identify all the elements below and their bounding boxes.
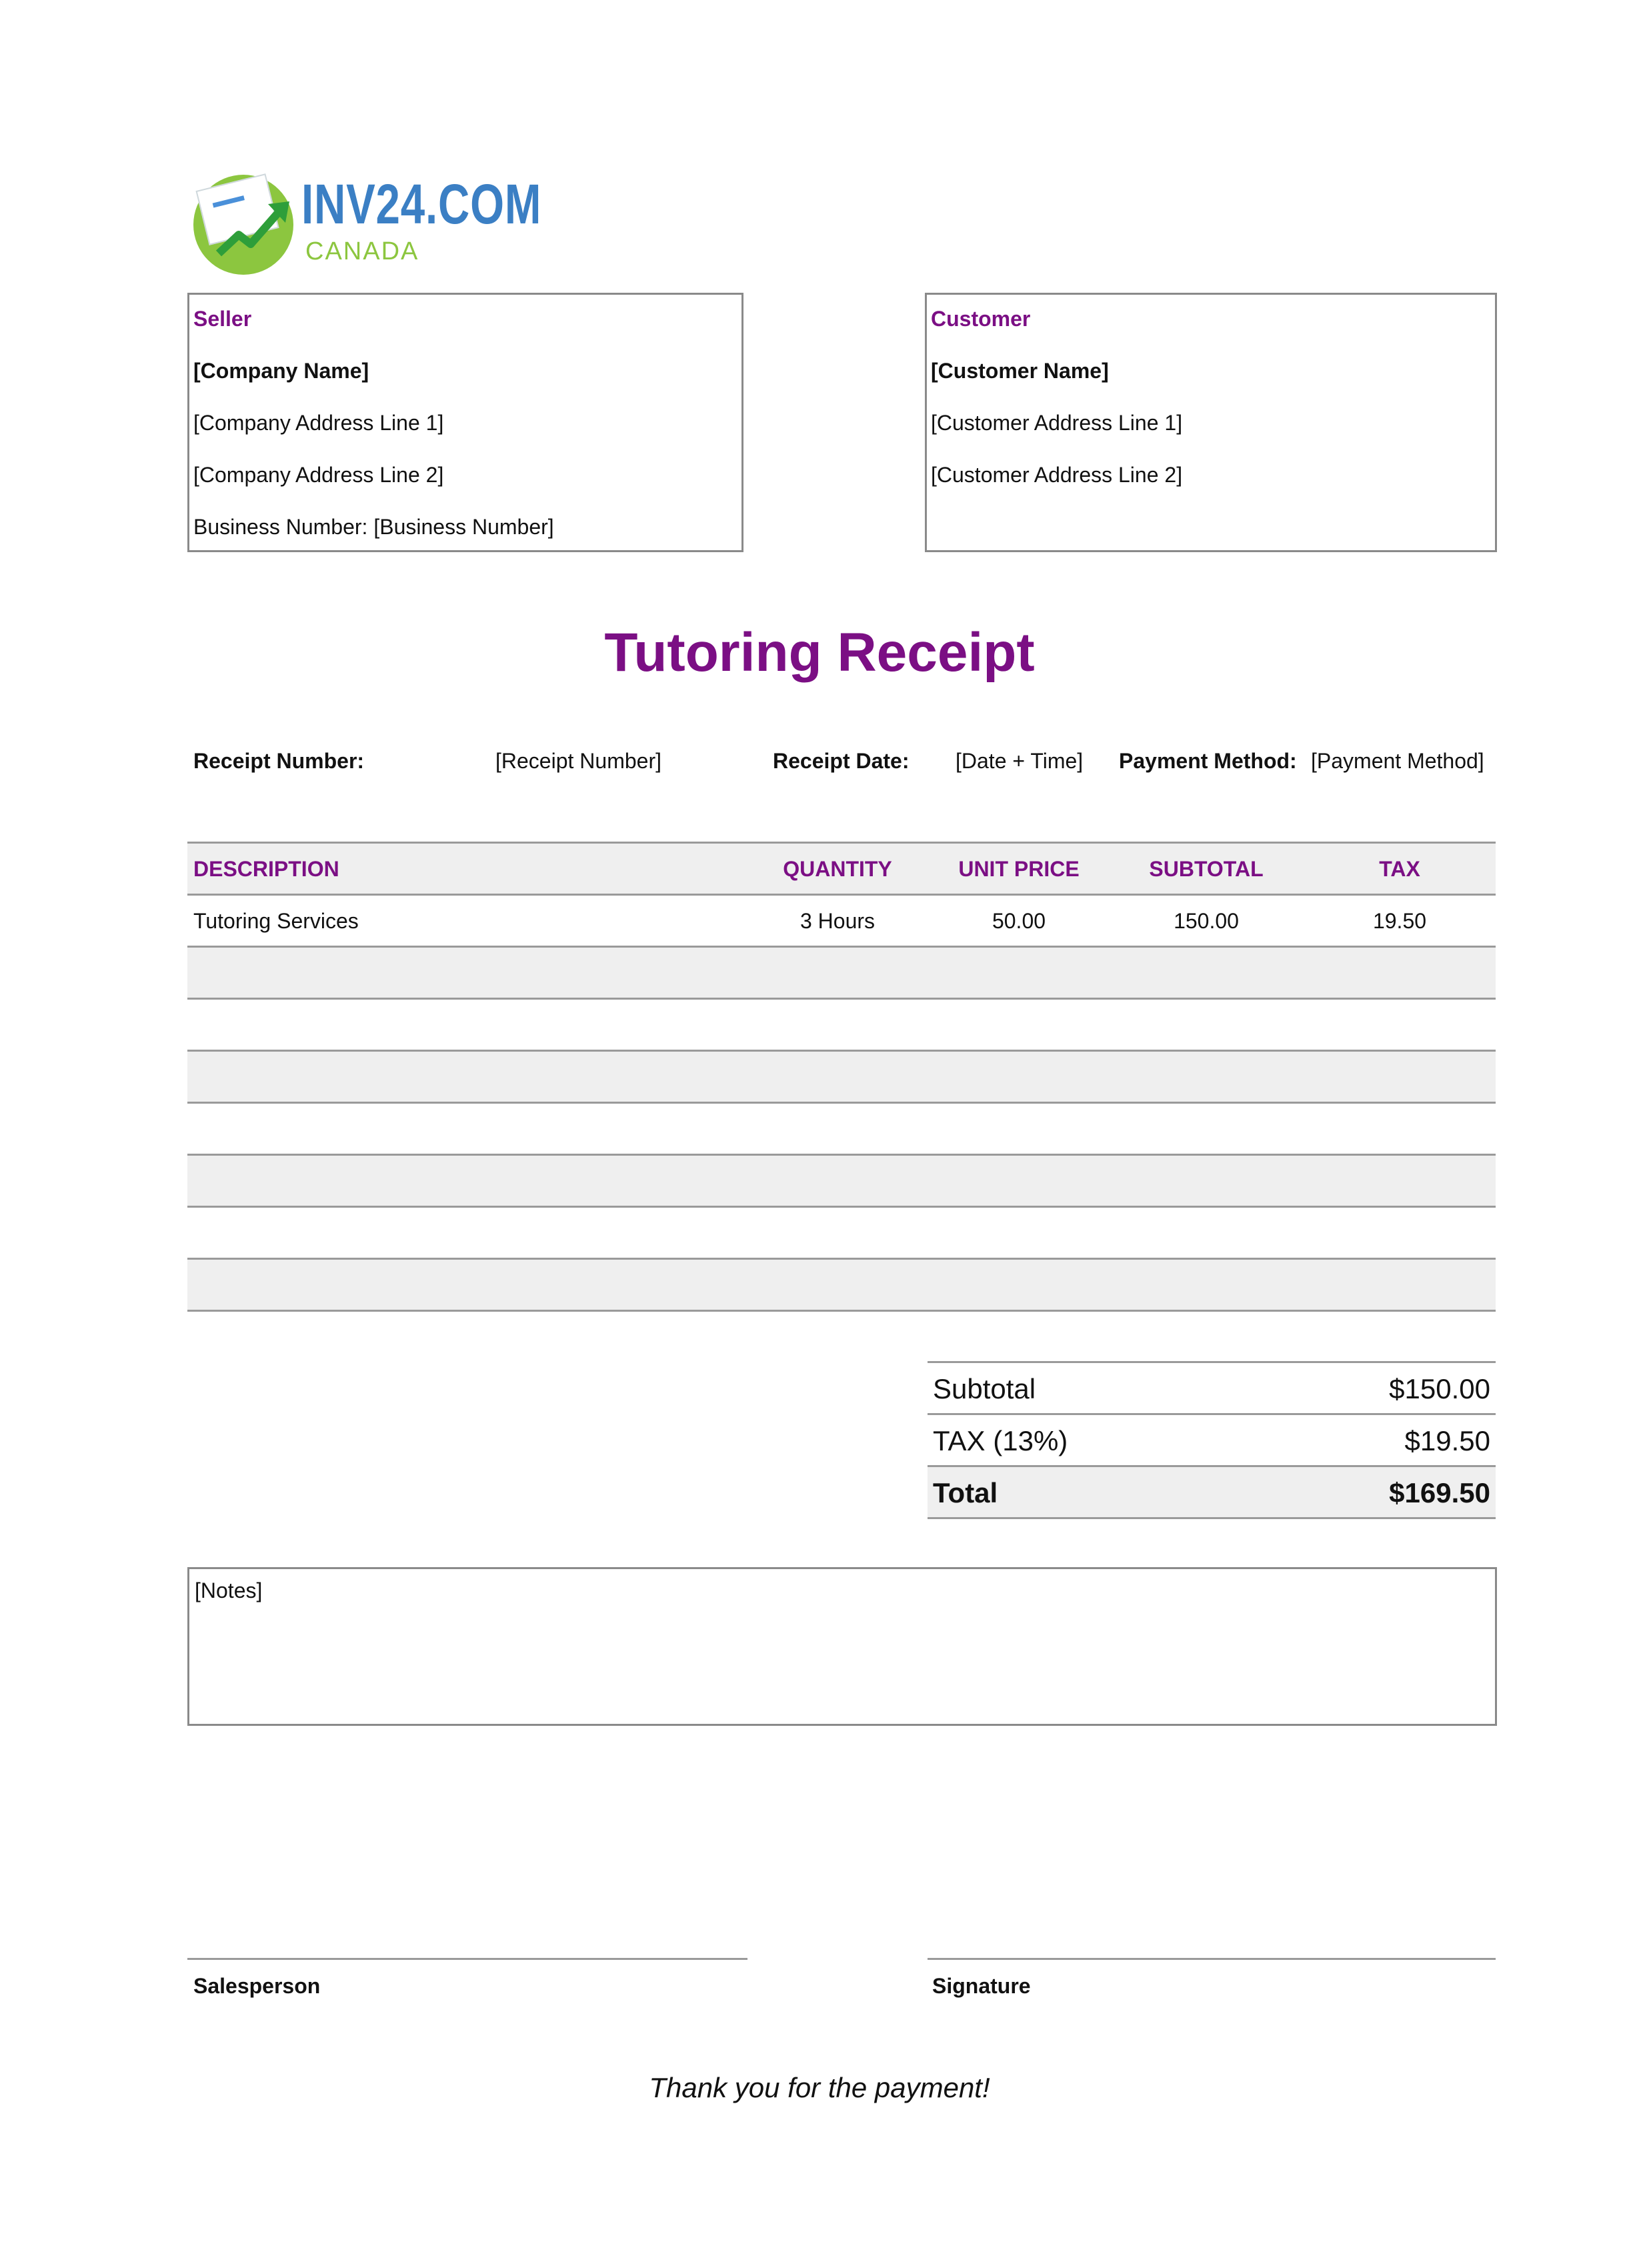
column-header-subtotal: SUBTOTAL [1149,857,1264,881]
seller-name: [Company Name] [193,359,369,383]
seller-address-2: [Company Address Line 2] [193,463,444,487]
customer-heading: Customer [931,307,1031,331]
thank-you-message: Thank you for the payment! [649,2072,990,2103]
notes-text: [Notes] [195,1578,263,1602]
item-subtotal: 150.00 [1174,909,1239,933]
salesperson-line [187,1958,747,1960]
customer-name: [Customer Name] [931,359,1109,383]
column-header-description: DESCRIPTION [193,857,339,881]
signature-label: Signature [932,1974,1031,1998]
table-row-empty [187,1052,1496,1104]
payment-method-value: [Payment Method] [1311,749,1484,773]
table-row [187,896,1496,948]
subtotal-value: $150.00 [1389,1373,1490,1404]
item-description: Tutoring Services [193,909,359,933]
logo-region: CANADA [305,237,419,265]
signature-line [928,1958,1496,1960]
seller-address-1: [Company Address Line 1] [193,411,444,435]
table-header-row [187,844,1496,896]
seller-business-number: Business Number: [Business Number] [193,515,554,539]
total-row [928,1467,1496,1519]
receipt-number-label: Receipt Number: [193,749,365,773]
table-row-empty [187,1208,1496,1260]
item-unit-price: 50.00 [992,909,1046,933]
salesperson-label: Salesperson [193,1974,321,1998]
seller-box [187,293,743,552]
seller-heading: Seller [193,307,252,331]
tax-row [928,1415,1496,1467]
receipt-date-value: [Date + Time] [956,749,1084,773]
tax-label: TAX (13%) [933,1425,1068,1456]
document-title: Tutoring Receipt [604,622,1035,683]
growth-arrow-icon [213,195,293,261]
company-logo [193,173,542,275]
logo-wordmark: INV24.COM [301,173,542,235]
receipt-number-value: [Receipt Number] [495,749,661,773]
customer-address-2: [Customer Address Line 2] [931,463,1183,487]
subtotal-label: Subtotal [933,1373,1036,1404]
item-quantity: 3 Hours [799,909,876,933]
column-header-tax: TAX [1379,857,1420,881]
customer-box [925,293,1497,552]
tax-value: $19.50 [1404,1425,1490,1456]
column-header-quantity: QUANTITY [783,857,892,881]
table-row-empty [187,1260,1496,1312]
total-value: $169.50 [1389,1477,1490,1508]
subtotal-row [928,1363,1496,1415]
column-header-unit-price: UNIT PRICE [958,857,1080,881]
total-label: Total [933,1477,998,1508]
notes-box [187,1567,1497,1726]
table-row-empty [187,1000,1496,1052]
table-row-empty [187,1104,1496,1156]
table-row-empty [187,948,1496,1000]
customer-address-1: [Customer Address Line 1] [931,411,1183,435]
table-row-empty [187,1156,1496,1208]
item-tax: 19.50 [1372,909,1427,933]
payment-method-label: Payment Method: [1119,749,1297,773]
receipt-date-label: Receipt Date: [773,749,910,773]
